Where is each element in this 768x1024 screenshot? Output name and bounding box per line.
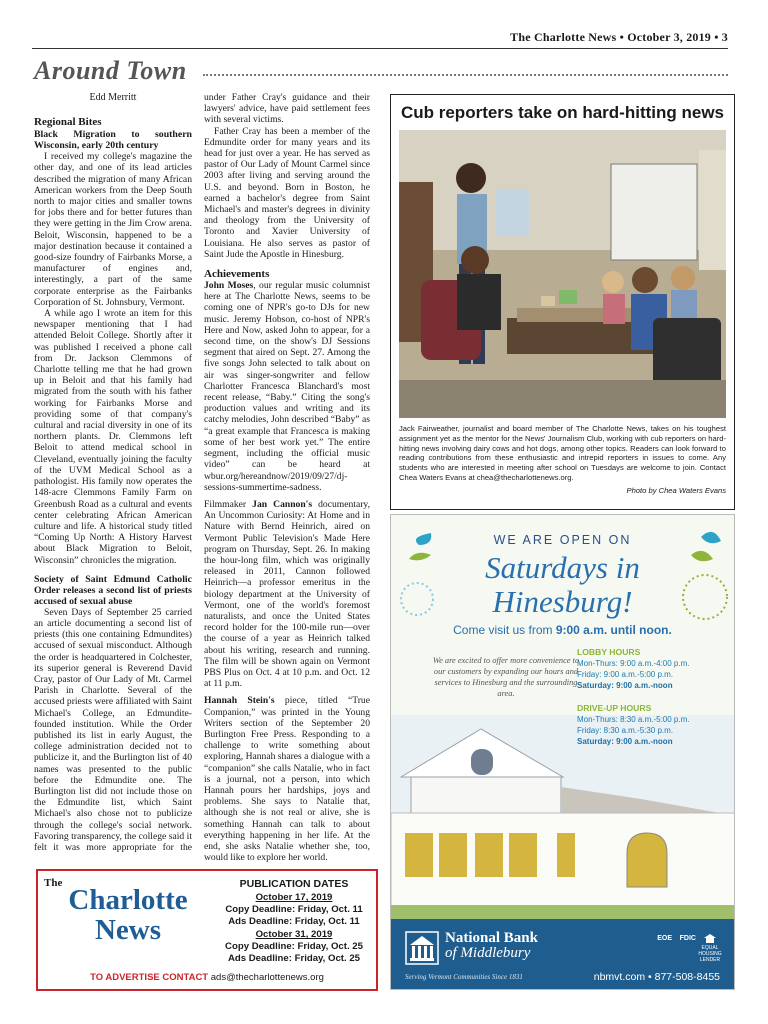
heading-regional-bites: Regional Bites xyxy=(34,116,102,129)
drive-up-hours-title: DRIVE-UP HOURS xyxy=(577,703,652,713)
ad-we-are-open: WE ARE OPEN ON xyxy=(493,533,632,547)
bank-tagline: Serving Vermont Communities Since 1831 xyxy=(405,973,523,981)
paragraph-hannah-stein xyxy=(204,695,370,862)
bank-logo-icon xyxy=(405,931,439,965)
publication-dates-box xyxy=(36,869,378,991)
section-dotted-rule xyxy=(203,74,728,76)
copy-deadline: Copy Deadline: Friday, Oct. 25 xyxy=(225,941,363,952)
issue-date: October 31, 2019 xyxy=(255,929,333,940)
masthead-line-1: Charlotte xyxy=(68,884,188,916)
drive-up-hours-row: Friday: 8:30 a.m.-5:30 p.m. xyxy=(577,726,674,735)
masthead-the: The xyxy=(44,877,63,889)
lobby-hours-row: Mon-Thurs: 9:00 a.m.-4:00 p.m. xyxy=(577,659,690,668)
ad-blurb: We are excited to offer more convenience to our customers by expanding our hours and services to Hinesburg and the surrounding area. xyxy=(432,656,580,698)
paragraph-text: piece, titled “True Companion,” was printed in the Young Writers section of the September 20 Burlington Free Press. Responding to a challenge to write something about exploring, Hannah shares a dialogue with a “companion” she calls Natalie, who in fact is a journal, not a person, into which Hannah pours her hardships, joys and problems. She says to Natalie that, although she is not real or alive, she is something Hannah can talk to about everything happening in her life. At the end, she asks Natalie whether she, too, would like to explore her world. xyxy=(204,695,370,862)
issue-date: October 17, 2019 xyxy=(255,892,333,903)
ad-headline-line-2: Hinesburg! xyxy=(492,584,633,619)
running-head: The Charlotte News • October 3, 2019 • 3 xyxy=(510,30,728,44)
paragraph-text: , our regular music columnist here at The Charlotte News, seems to be coming one of NPR's go-to DJs for new music. Jeremy Hobson, co-host of NPR's Here and Now, asked John to appear, for a second time, on the show's DJ Sessions segment that aired on Sept. 27. Among the five songs John selected to talk about on air was singer-songwriter and fellow Charlotter Francesca Blanchard's most recent release, “Baby.” Citing the song's production values and writing and its catchy melodies, John described “Baby” as “a great example that Francesca is making some of her best work yet.” The entire segment, including the official music video” can be heard at wbur.org/hereandnow/2019/09/27/dj-sessions-summertime-sadness. xyxy=(204,280,370,493)
subhead-black-migration: Black Migration to southern Wisconsin, early 20th century xyxy=(34,129,192,152)
fdic-mark: FDIC xyxy=(679,935,696,942)
paragraph: under Father Cray's guidance and their lawyers' advice, have paid settlement fees with several victims. xyxy=(204,92,370,126)
byline: Edd Merritt xyxy=(89,92,137,103)
eoe-mark: EOE xyxy=(657,935,672,942)
lobby-hours xyxy=(577,647,690,691)
paragraph: Father Cray has been a member of the Edmundite order for many years and its head for just over a year. He has served as pastor of Our Lady of Mount Carmel since 2003 after living and serving around the U.S. and beyond. Born in Boston, he earned a bachelor's degree from Saint Michael's and master's degrees in divinity and theology from the University of Toronto and Xavier University of Louisiana. He also serves as pastor of Saint Jude the Apostle in Hinesburg. xyxy=(204,125,370,260)
bank-footer xyxy=(391,919,734,989)
lead-text: Filmmaker xyxy=(204,498,253,510)
lobby-hours-title: LOBBY HOURS xyxy=(577,647,641,657)
ads-deadline: Ads Deadline: Friday, Oct. 25 xyxy=(227,953,361,964)
heading-achievements: Achievements xyxy=(204,268,270,281)
ad-visit-lead: Come visit us from xyxy=(453,623,556,637)
name-hannah-stein: Hannah Stein's xyxy=(204,695,275,707)
masthead-logo xyxy=(52,885,204,945)
lobby-hours-row: Saturday: 9:00 a.m.-noon xyxy=(577,681,673,690)
bank-url-phone[interactable]: nbmvt.com • 877-508-8455 xyxy=(593,971,720,983)
copy-deadline: Copy Deadline: Friday, Oct. 11 xyxy=(225,904,363,915)
advertise-contact xyxy=(38,972,376,983)
photo-caption: Jack Fairweather, journalist and board member of The Charlotte News, takes on his toughest assignment yet as the mentor for the News' Journalism Club, working with cub reporters on hard-hitting news involving dairy cows and hot dogs, among other topics. Readers can look forward to reading contributions from these enthusiastic and intrepid reporters in issues to come. Any students who are interested in meeting after school on Tuesdays are welcome to join. Contact Chea Waters Evans at chea@thecharlottenews.org. xyxy=(399,424,726,482)
ad-headline-line-1: Saturdays in xyxy=(485,550,640,585)
name-jan-cannon: Jan Cannon's xyxy=(252,498,313,510)
subhead-saint-edmund: Society of Saint Edmund Catholic Order releases a second list of priests accused of sexual abuse xyxy=(34,573,192,607)
publication-dates xyxy=(214,878,374,965)
paragraph-text: documentary, An Uncommon Curiosity: At Home and in Nature with Bernd Heinrich, aired on Vermont Public Television's Made Here program on Thursday, Sept. 26. In making the hour-long film, which was originally released in 2011, Cannon followed Heinrich—a professor emeritus in the biology department at the University of Vermont, one of the world's foremost naturalists, and once the United States record holder for the 100-mile run—over the course of a year as Heinrich talked about his writing, research and running. The film will be shown again on Vermont PBS Plus on Oct. 4 at 10 p.m. and Oct. 12 at 11 p.m. xyxy=(204,498,370,690)
photo-headline: Cub reporters take on hard-hitting news xyxy=(400,103,725,122)
ads-deadline: Ads Deadline: Friday, Oct. 11 xyxy=(228,916,360,927)
drive-up-hours-row: Saturday: 9:00 a.m.-noon xyxy=(577,737,673,746)
bank-name-line-2: of Middlebury xyxy=(445,945,531,961)
publication-dates-title: PUBLICATION DATES xyxy=(239,878,349,890)
section-title: Around Town xyxy=(34,56,187,85)
classroom-photo xyxy=(399,130,726,418)
paragraph: A while ago I wrote an item for this newspaper mentioning that I had attended Beloit College. Shortly after it was published I received a phone call from Dr. Jackson Clemmons of Charlotte telling me that he had grown up in Beloit and that his family had migrated from the south with his father working for Fairbanks Morse and providing some of that company's cultural and racial diversity in one of its northern plants. Dr. Clemmons left Beloit to attend medical school in Cleveland, eventually joining the faculty of the UVM Medical School as a pathologist. His family now operates the 148-acre Clemmons Family Farm on Greenbush Road as a cultural and events center celebrating African American culture and life. A historical study titled “Coming Up North: A History Harvest about Black Migration to Beloit, Wisconsin” chronicles the migration. xyxy=(34,308,192,566)
masthead-line-2: News xyxy=(94,914,162,946)
paragraph: I received my college's magazine the other day, and one of its lead articles described the migration of many African American workers from the Deep South north to major cities and smaller towns for jobs there and for better futures than they were getting in the Jim Crow arena. Beloit, Wisconsin, happened to be a major destination because it contained a good-size foundry of Fairbanks Morse, a manufacturer of engines and, interestingly, a part of the same corporate enterprise as the Fairbanks Corporation of St. Johnsbury, Vermont. xyxy=(34,151,192,308)
paragraph: Seven Days of September 25 carried an article documenting a second list of priests (this one containing Edmundites) accused of sexual misconduct. Although the order is headquartered in Colchester, its superior general is Reverend David Cray, pastor of Our Lady of Mt. Carmel Parish in Charlotte. Several of the accused priests were affiliated with Saint Michael's College, an Edmundite-founded institution. While the Order published its list in early August, the college administration decided not to publicize it, and the Burlington list of 40 names was presented to the public before the Edmundite one. The Burlington list did not include those on the Edmundite list, which Saint Michael's also chose not to publicize through the college's social network. Favoring transparency, the college said it felt it was more appropriate for the xyxy=(34,606,192,852)
ad-visit-line xyxy=(391,623,734,637)
photo-illustration xyxy=(399,130,726,418)
advertise-label: TO ADVERTISE CONTACT xyxy=(90,972,209,983)
header-rule xyxy=(32,48,728,49)
photo-credit: Photo by Chea Waters Evans xyxy=(626,485,726,495)
ad-headline xyxy=(391,551,734,619)
drive-up-hours-row: Mon-Thurs: 8:30 a.m.-5:00 p.m. xyxy=(577,715,690,724)
name-john-moses: John Moses xyxy=(204,280,254,292)
drive-up-hours xyxy=(577,703,690,747)
article-column-1 xyxy=(34,92,192,852)
advertise-email-link[interactable]: ads@thecharlottenews.org xyxy=(210,972,324,983)
photo-feature xyxy=(390,94,735,510)
paragraph-jan-cannon xyxy=(204,499,370,689)
bank-name xyxy=(445,931,538,961)
article-column-2 xyxy=(204,92,370,862)
ad-visit-hours: 9:00 a.m. until noon. xyxy=(555,623,672,637)
bank-name-line-1: National Bank xyxy=(445,930,538,946)
bank-advertisement xyxy=(390,514,735,990)
equal-housing-lender-icon: EQUAL HOUSING LENDER xyxy=(696,933,724,963)
paragraph-john-moses xyxy=(204,280,370,493)
lobby-hours-row: Friday: 9:00 a.m.-5:00 p.m. xyxy=(577,670,674,679)
